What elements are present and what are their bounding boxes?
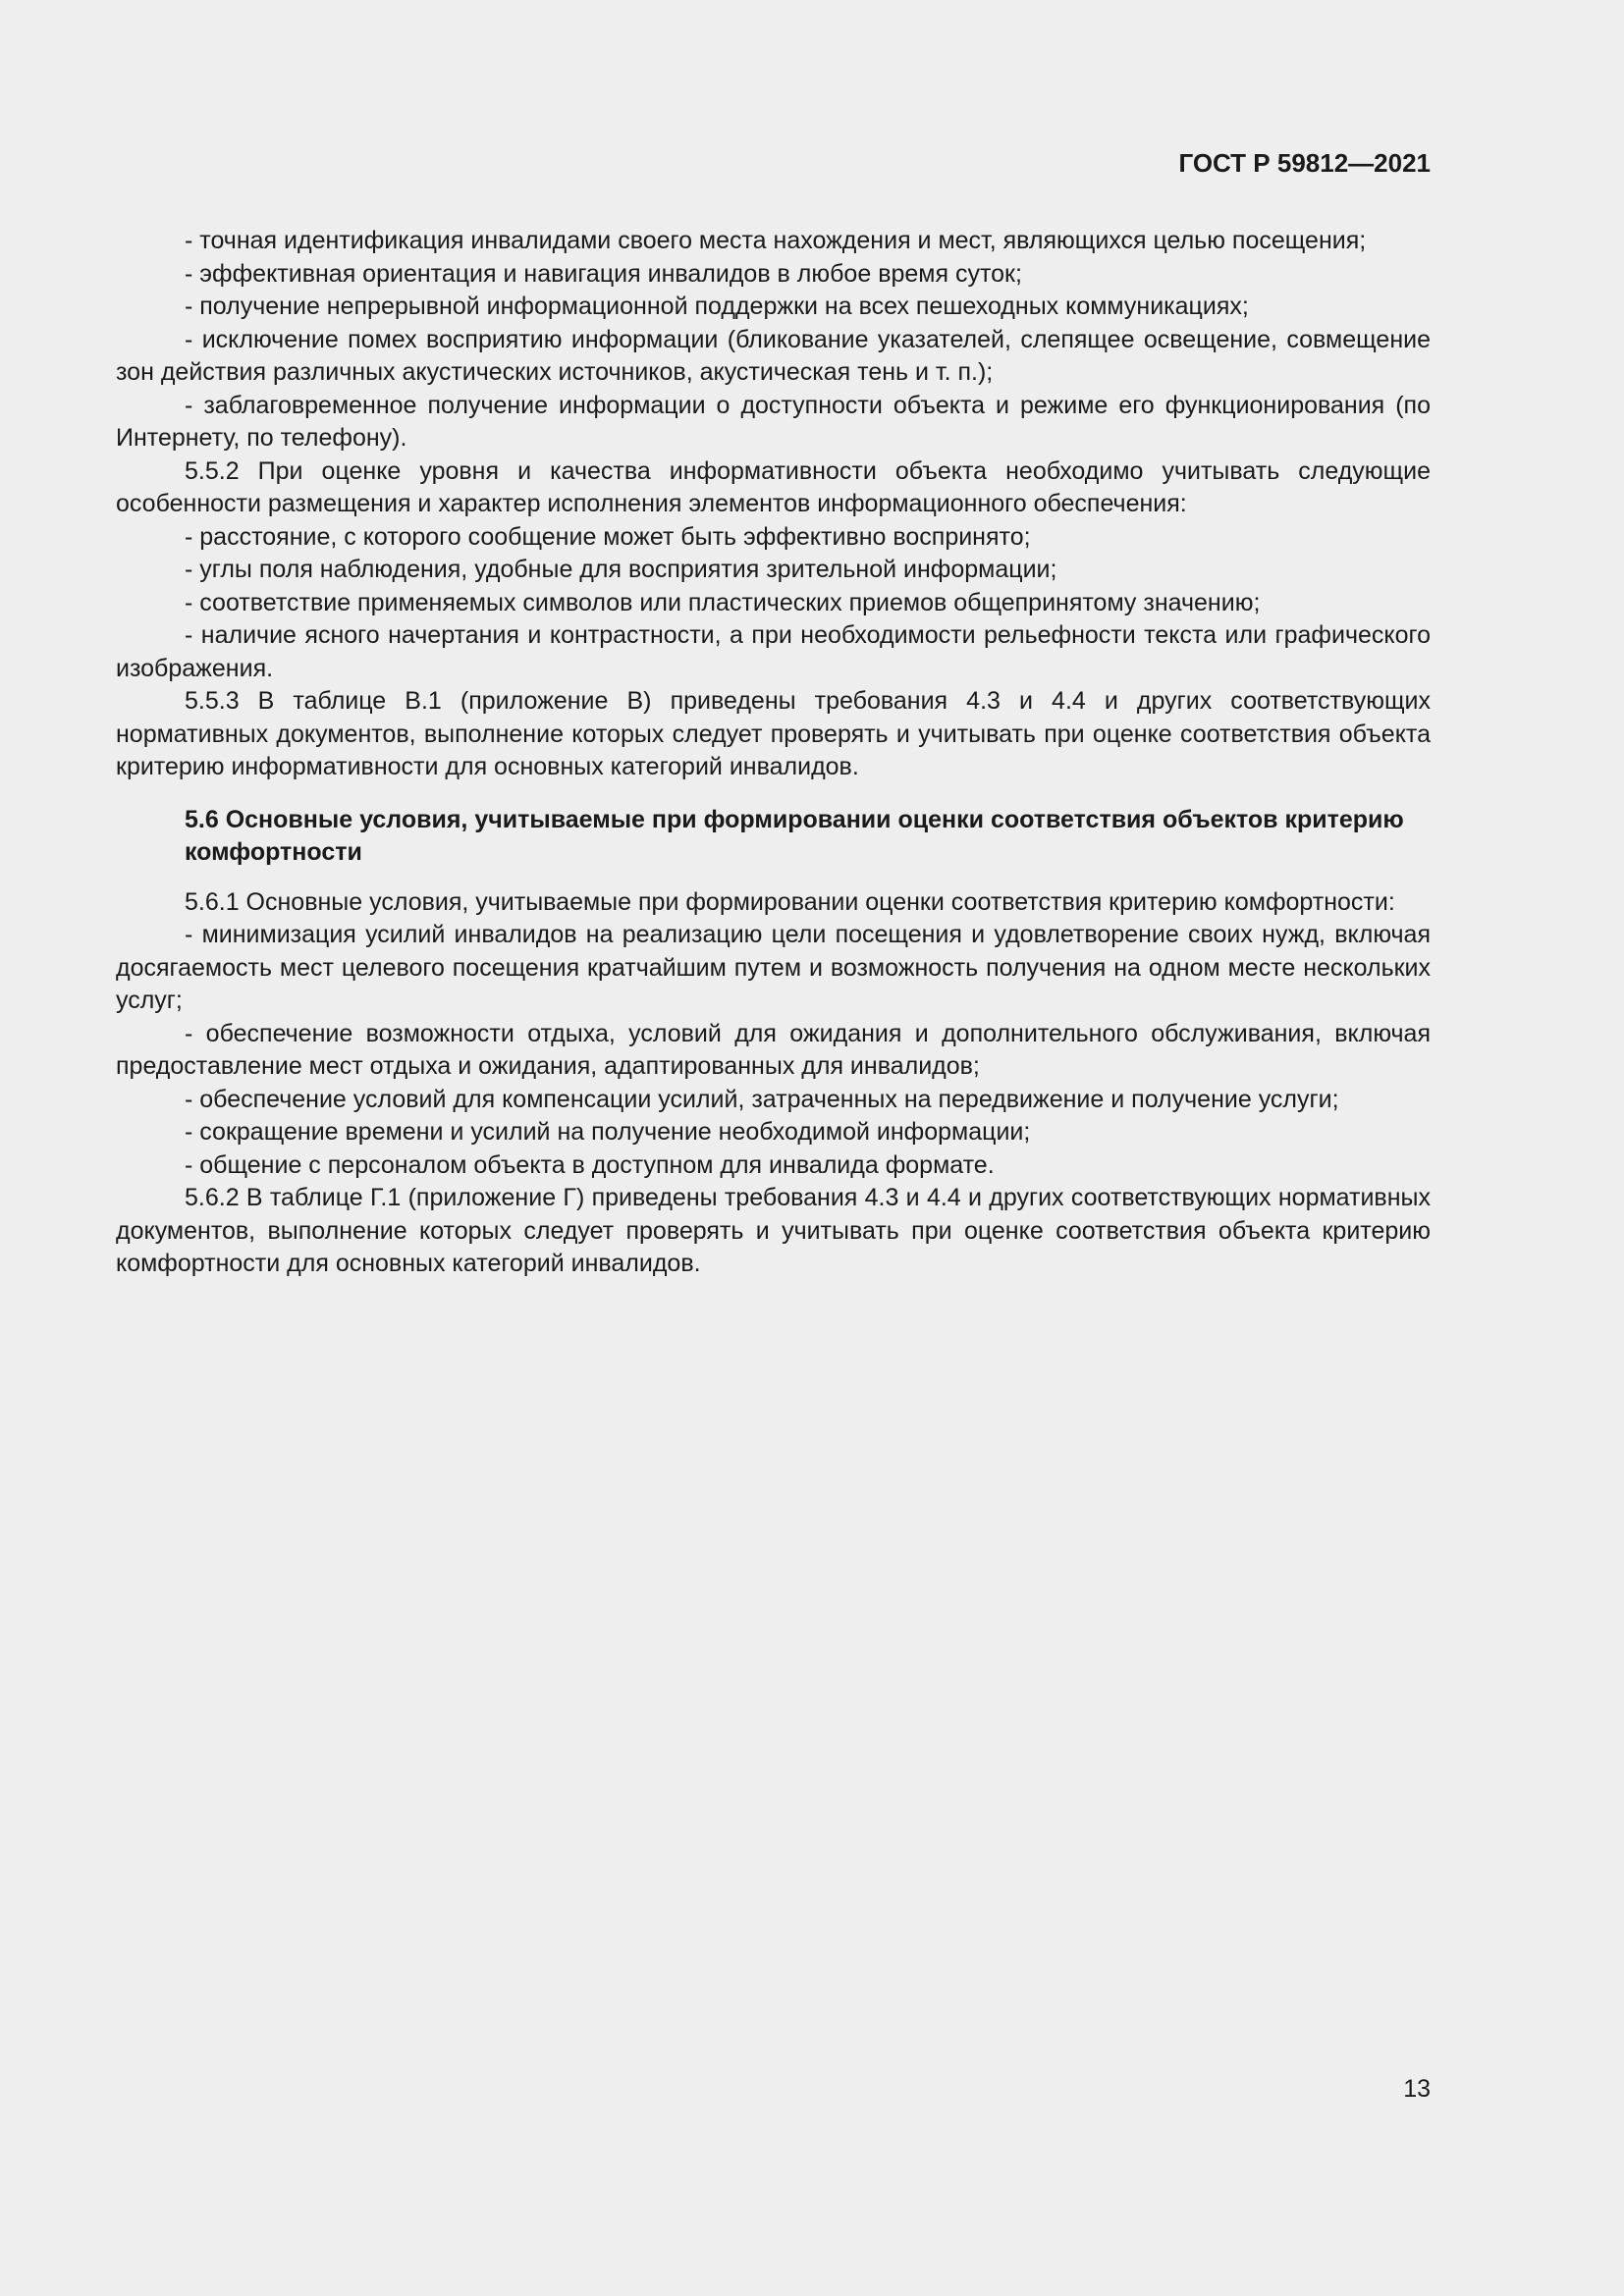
document-body — [116, 225, 1431, 1281]
document-id-header: ГОСТ Р 59812—2021 — [1178, 148, 1431, 178]
page-number: 13 — [1403, 2075, 1431, 2103]
list-item-rest: - обеспечение возможности отдыха, условий для ожидания и дополнительного обслуживания, включая предоставление мест отдыха и ожидания, адаптированных для инвалидов; — [116, 1019, 1431, 1080]
clause-5-6-1: 5.6.1 Основные условия, учитываемые при формировании оценки соответствия критерию комфортности: — [185, 887, 1395, 916]
list-item-contrast: - наличие ясного начертания и контрастности, а при необходимости рельефности текста или графического изображения. — [116, 621, 1431, 682]
list-item-minimize-effort: - минимизация усилий инвалидов на реализацию цели посещения и удовлетворение своих нужд, включая досягаемость мест целевого посещения кратчайшим путем и возможность получения на одном месте нескольких услуг; — [116, 921, 1431, 1014]
list-item-time-reduction: - сокращение времени и усилий на получение необходимой информации; — [185, 1118, 1031, 1146]
list-item-compensation: - обеспечение условий для компенсации усилий, затраченных на передвижение и получение услуги; — [185, 1085, 1339, 1113]
clause-5-6-2: 5.6.2 В таблице Г.1 (приложение Г) приведены требования 4.3 и 4.4 и других соответствующих нормативных документов, выполнение которых следует проверять и учитывать при оценке соответствия объекта критерию комфортности для основных категорий инвалидов. — [116, 1184, 1431, 1277]
clause-5-5-2: 5.5.2 При оценке уровня и качества информативности объекта необходимо учитывать следующие особенности размещения и характер исполнения элементов информационного обеспечения: — [116, 456, 1431, 517]
list-item-symbols: - соответствие применяемых символов или пластических приемов общепринятому значению; — [185, 588, 1261, 616]
list-item-orientation: - эффективная ориентация и навигация инвалидов в любое время суток; — [185, 259, 1022, 288]
clause-5-5-3: 5.5.3 В таблице В.1 (приложение В) приведены требования 4.3 и 4.4 и других соответствующих нормативных документов, выполнение которых следует проверять и учитывать при оценке соответствия объекта критерию информативности для основных категорий инвалидов. — [116, 687, 1431, 780]
list-item-distance: - расстояние, с которого сообщение может быть эффективно воспринято; — [185, 522, 1031, 551]
list-item-advance-info: - заблаговременное получение информации о доступности объекта и режиме его функционирования (по Интернету, по телефону). — [116, 391, 1431, 452]
list-item-info-support: - получение непрерывной информационной поддержки на всех пешеходных коммуникациях; — [185, 293, 1249, 320]
list-item-interference: - исключение помех восприятию информации (бликование указателей, слепящее освещение, совмещение зон действия различных акустических источников, акустическая тень и т. п.); — [116, 325, 1431, 386]
section-heading-5-6: 5.6 Основные условия, учитываемые при формировании оценки соответствия объектов критерию комфортности — [185, 805, 1404, 866]
list-item-staff-communication: - общение с персоналом объекта в доступном для инвалида формате. — [185, 1150, 995, 1179]
list-item-viewing-angles: - углы поля наблюдения, удобные для восприятия зрительной информации; — [185, 556, 1057, 583]
list-item-identification: - точная идентификация инвалидами своего места нахождения и мест, являющихся целью посещения; — [185, 227, 1367, 254]
